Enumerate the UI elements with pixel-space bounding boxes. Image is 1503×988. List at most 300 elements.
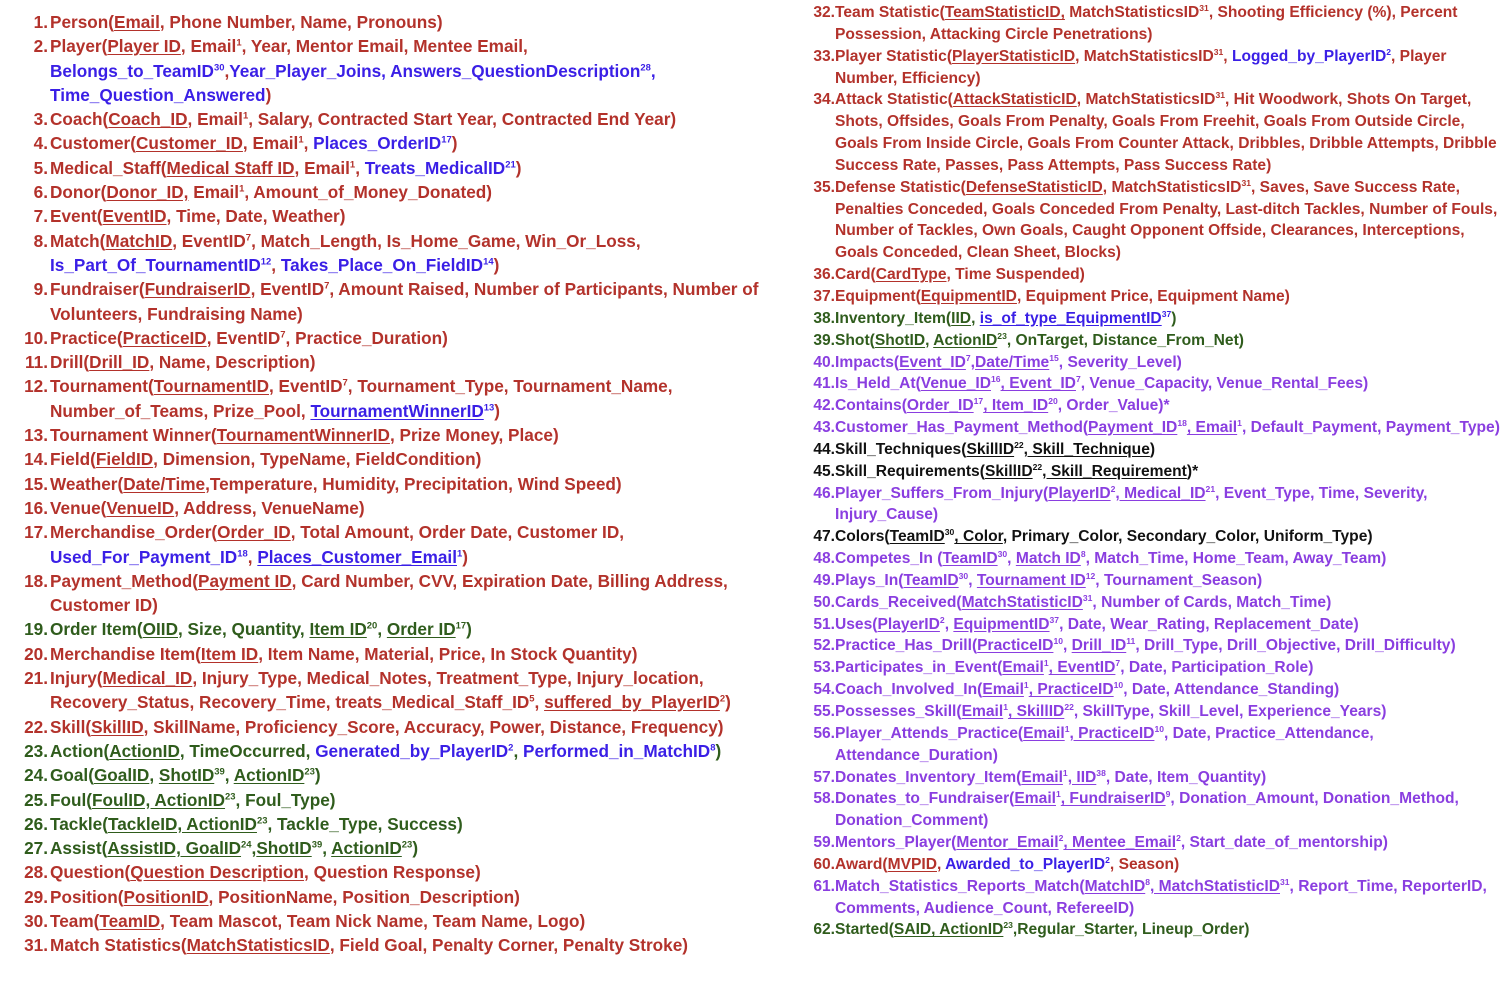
attribute-text: Customer_Has_Payment_Method( <box>835 419 1089 437</box>
footnote-ref: 2 <box>1110 483 1116 494</box>
footnote-ref: 8 <box>710 742 716 754</box>
footnote-ref: 10 <box>1053 636 1063 647</box>
attribute-text: Equipment( <box>835 287 921 305</box>
schema-entry <box>20 642 790 666</box>
entry-number: 13. <box>24 425 48 446</box>
key-attribute: Order ID <box>386 619 456 640</box>
attribute-text: , Prize Money, Place) <box>389 425 559 446</box>
attribute-text: Inventory_Item( <box>835 309 952 327</box>
schema-entry <box>808 876 1500 920</box>
schema-entry <box>20 860 790 884</box>
attribute-text: Position( <box>50 886 124 907</box>
entry-text <box>835 788 1500 832</box>
key-attribute: , SkillID <box>1007 703 1065 720</box>
entry-number: 43. <box>813 419 835 437</box>
schema-entry <box>808 679 1500 701</box>
key-attribute: EquipmentID <box>953 615 1050 633</box>
schema-entry <box>808 854 1500 876</box>
key-attribute: Mentor_Email <box>956 834 1059 852</box>
attribute-text: , MatchStatisticsID <box>1102 178 1242 196</box>
attribute-text: , <box>971 309 980 327</box>
schema-entry <box>808 767 1500 789</box>
attribute-text: Player_Attends_Practice( <box>835 724 1024 742</box>
entry-number: 29. <box>24 886 48 907</box>
entry-number: 31. <box>24 935 48 956</box>
attribute-text: ) <box>466 619 472 640</box>
entry-text <box>50 423 790 447</box>
footnote-ref: 31 <box>1213 46 1224 57</box>
key-attribute: ActionID <box>331 838 402 859</box>
attribute-text: Merchandise_Order( <box>50 522 218 543</box>
key-attribute: AssistID, GoalID <box>107 838 242 859</box>
key-attribute: FundraiserID <box>144 279 251 300</box>
key-attribute: Order_ID <box>217 522 291 543</box>
key-attribute: Question Description <box>130 862 305 883</box>
footnote-ref: 31 <box>1215 90 1225 101</box>
attribute-text: Tournament( <box>50 376 154 397</box>
attribute-text: Defense Statistic( <box>835 178 966 196</box>
attribute-text: , Tournament_Season) <box>1095 571 1263 589</box>
entry-number: 37. <box>813 287 835 305</box>
schema-entry <box>808 635 1500 657</box>
key-attribute: Email <box>1021 768 1063 786</box>
footnote-ref: 2 <box>1105 854 1110 865</box>
schema-entry <box>20 350 790 374</box>
entry-number: 28. <box>24 862 48 883</box>
entry-number: 46. <box>813 484 835 502</box>
footnote-ref: 1 <box>349 159 356 171</box>
footnote-ref: 38 <box>1096 767 1106 778</box>
entry-text <box>50 763 790 787</box>
attribute-text: , Match_Time, Home_Team, Away_Team) <box>1085 550 1387 568</box>
key-attribute: Date/Time <box>123 473 206 494</box>
attribute-text: , EventID <box>268 376 343 397</box>
attribute-text: , Injury_Type, Medical_Notes, Treatment_Type, Injury_location, Recovery_Status, Recovery_Time, treats_Medical_Staff_ID <box>50 668 704 713</box>
attribute-text: Award( <box>835 855 888 873</box>
attribute-text: , <box>303 133 314 154</box>
key-attribute: , PracticeID <box>1069 724 1155 742</box>
attribute-text: Possesses_Skill( <box>835 703 962 720</box>
attribute-text: Skill( <box>50 716 92 737</box>
footnote-ref: 1 <box>1237 417 1242 428</box>
attribute-text: Tournament Winner( <box>50 425 217 446</box>
attribute-text: , MatchStatisticsID <box>1075 47 1214 65</box>
footnote-ref: 28 <box>640 61 651 73</box>
entry-text <box>835 417 1500 439</box>
entry-number: 1. <box>33 12 48 32</box>
key-attribute: , PracticeID <box>1028 681 1114 699</box>
footnote-ref: 2 <box>1386 46 1392 57</box>
footnote-ref: 20 <box>1048 396 1058 406</box>
attribute-text: Goal( <box>50 765 94 786</box>
entry-number: 62. <box>813 921 835 939</box>
entry-number: 56. <box>813 724 835 742</box>
schema-entry <box>20 788 790 812</box>
attribute-text: Colors( <box>835 528 890 546</box>
attribute-text: , Severity_Level) <box>1058 353 1182 371</box>
attribute-text: , <box>936 855 946 873</box>
attribute-text: Started( <box>835 921 894 939</box>
attribute-text: Player_Suffers_From_Injury( <box>835 484 1049 502</box>
entry-text <box>835 395 1500 417</box>
entry-number: 4. <box>33 133 48 154</box>
schema-entry <box>808 417 1500 439</box>
key-attribute: Email <box>982 681 1024 699</box>
attribute-text: Match_Statistics_Reports_Match( <box>835 877 1085 895</box>
entry-number: 39. <box>813 331 835 349</box>
attribute-text: Match( <box>50 230 106 251</box>
entry-number: 42. <box>813 397 835 415</box>
schema-entry <box>808 570 1500 592</box>
entry-number: 22. <box>24 716 48 737</box>
attribute-text: Uses( <box>835 615 878 633</box>
key-attribute: EventID <box>102 206 167 227</box>
key-attribute: Payment ID <box>198 570 292 591</box>
entry-number: 60. <box>813 855 835 873</box>
schema-entry <box>20 885 790 909</box>
attribute-text: Takes_Place_On_FieldID <box>280 254 484 275</box>
entry-text <box>835 701 1500 723</box>
key-attribute: PlayerID <box>1048 484 1111 502</box>
attribute-text: , Date, Participation_Role) <box>1120 659 1314 677</box>
entry-number: 32. <box>813 4 835 21</box>
attribute-text: ) <box>462 546 468 567</box>
entry-number: 40. <box>813 353 835 371</box>
entry-number: 38. <box>813 309 835 327</box>
schema-entry <box>20 277 790 326</box>
key-attribute: Match ID <box>1015 550 1081 568</box>
key-attribute: ActionID <box>109 740 180 761</box>
key-attribute: Medical_ID <box>102 668 193 689</box>
attribute-text: , Hit Woodwork, Shots On Target, Shots, Offsides, Goals From Penalty, Goals From Freehit, Goals From Outside Circle, Goals From Inside Circle, Goals From Counter Attack, Dribbles, Dribble Attempts, Dribble Success Rate, Passes, Pass Attempts, Pass Success Rate) <box>835 91 1497 174</box>
entry-text <box>50 277 790 326</box>
attribute-text: , Date, Item_Quantity) <box>1105 768 1267 786</box>
attribute-text: ) <box>515 157 522 178</box>
key-attribute: ,Date/Time <box>970 353 1050 371</box>
entry-number: 7. <box>33 206 48 227</box>
attribute-text: Logged_by_PlayerID <box>1231 47 1387 65</box>
entry-number: 21. <box>24 668 48 689</box>
attribute-text: , Order_Value)* <box>1057 397 1170 415</box>
footnote-ref: 1 <box>1043 658 1049 669</box>
key-attribute: , FundraiserID <box>1060 790 1166 808</box>
attribute-text: Practice_Has_Drill( <box>835 637 978 655</box>
schema-entry <box>20 374 790 423</box>
schema-entry <box>808 461 1500 483</box>
entry-number: 58. <box>813 790 835 808</box>
entry-number: 9. <box>33 279 48 300</box>
entry-text <box>50 10 790 34</box>
attribute-text: ) <box>265 84 272 105</box>
attribute-text: , Drill_Type, Drill_Objective, Drill_Difficulty) <box>1135 637 1456 655</box>
key-attribute: VenueID <box>106 497 175 518</box>
schema-entry <box>808 330 1500 352</box>
attribute-text: , Total Amount, Order Date, Customer ID, <box>290 522 625 543</box>
footnote-ref: 1 <box>298 134 304 146</box>
attribute-text: , Event_Type, Time, Severity, Injury_Cause) <box>835 484 1428 524</box>
key-attribute: Payment_ID <box>1088 419 1178 437</box>
attribute-text: , Team Mascot, Team Nick Name, Team Name, Logo) <box>160 910 586 931</box>
attribute-text: , Date, Practice_Attendance, Attendance_Duration) <box>835 724 1374 764</box>
entry-number: 11. <box>25 352 48 373</box>
attribute-text: Action( <box>50 740 110 761</box>
footnote-ref: 30 <box>213 61 225 73</box>
attribute-text: , Tournament_Type, Tournament_Name, Number_of_Teams, Prize_Pool, <box>50 376 673 421</box>
key-attribute: PlayerID <box>877 615 940 633</box>
key-attribute: Email <box>1023 724 1065 742</box>
schema-entry <box>20 496 790 520</box>
key-attribute: Event_ID <box>899 353 966 371</box>
footnote-ref: 24 <box>241 839 252 851</box>
attribute-text: ) <box>493 254 500 275</box>
attribute-text: Assist( <box>50 838 108 859</box>
attribute-text: , Time, Date, Weather) <box>166 206 346 227</box>
entry-number: 61. <box>813 877 835 895</box>
attribute-text: , <box>322 838 332 859</box>
attribute-text: , Foul_Type) <box>235 789 336 810</box>
footnote-ref: 23 <box>304 766 315 778</box>
entry-number: 53. <box>813 659 835 677</box>
entry-number: 25. <box>24 789 48 810</box>
attribute-text: Tackle( <box>50 813 108 834</box>
key-attribute: ShotID <box>158 765 215 786</box>
attribute-text: , Email <box>180 36 237 57</box>
key-attribute: is_of_type_EquipmentID <box>979 309 1162 327</box>
attribute-text: Person( <box>50 12 114 32</box>
entry-text <box>835 177 1500 264</box>
key-attribute: Places_Customer_Email <box>257 546 457 567</box>
footnote-ref: 16 <box>991 374 1001 385</box>
entry-number: 59. <box>813 834 835 852</box>
entry-text <box>835 526 1500 548</box>
schema-entry <box>20 229 790 278</box>
key-attribute: Item ID <box>200 643 259 664</box>
attribute-text: , <box>224 765 234 786</box>
schema-entry <box>808 177 1500 264</box>
entry-number: 36. <box>813 266 835 284</box>
footnote-ref: 30 <box>944 527 955 538</box>
footnote-ref: 12 <box>260 256 272 268</box>
attribute-text: ) <box>451 133 458 154</box>
attribute-text: , TimeOccurred, <box>179 740 316 761</box>
entry-text <box>50 472 790 496</box>
footnote-ref: 12 <box>1085 570 1096 581</box>
schema-entry <box>20 715 790 739</box>
key-attribute: TeamStatisticID, <box>944 4 1065 21</box>
key-attribute: TournamentWinnerID <box>310 400 484 421</box>
footnote-ref: 39 <box>311 839 323 851</box>
key-attribute: TeamID <box>99 910 161 931</box>
entry-number: 10. <box>24 327 48 348</box>
attribute-text: ) <box>725 692 731 713</box>
schema-entry <box>20 447 790 471</box>
key-attribute: TeamID <box>903 571 959 589</box>
key-attribute: , Medical_ID <box>1115 484 1206 502</box>
key-attribute: Order_ID <box>906 397 974 415</box>
footnote-ref: 21 <box>505 159 516 171</box>
schema-entry <box>808 832 1500 854</box>
attribute-text: Match Statistics( <box>50 935 187 956</box>
entry-number: 41. <box>813 375 835 393</box>
attribute-text: , Email <box>242 133 299 154</box>
footnote-ref: 17 <box>455 620 467 632</box>
entry-number: 19. <box>24 619 48 640</box>
entry-number: 16. <box>24 497 48 518</box>
attribute-text: Places_OrderID <box>313 133 442 154</box>
key-attribute: , Color <box>954 528 1003 546</box>
key-attribute: MVPID <box>887 855 937 873</box>
key-attribute: , EventID <box>1048 659 1116 677</box>
key-attribute: ActionID <box>933 331 998 349</box>
schema-entry <box>808 439 1500 461</box>
schema-entry <box>808 373 1500 395</box>
schema-entry <box>20 520 790 569</box>
schema-entry <box>808 723 1500 767</box>
attribute-text: , EventID <box>206 327 281 348</box>
entry-number: 52. <box>813 637 835 655</box>
entry-number: 2. <box>33 36 48 57</box>
key-attribute: PracticeID <box>977 637 1054 655</box>
entry-text <box>835 592 1500 614</box>
entry-text <box>50 715 790 739</box>
entry-number: 17. <box>24 522 48 543</box>
entry-text <box>50 909 790 933</box>
footnote-ref: 1 <box>1055 789 1061 800</box>
attribute-text: Question( <box>50 862 131 883</box>
attribute-text: , <box>944 615 954 633</box>
attribute-text: , <box>534 692 545 713</box>
schema-entry <box>20 326 790 350</box>
footnote-ref: 2 <box>1176 832 1181 843</box>
key-attribute: Tournament ID <box>976 571 1086 589</box>
attribute-text: Merchandise Item( <box>50 643 201 664</box>
entry-text <box>50 666 790 715</box>
entry-text <box>50 350 790 374</box>
attribute-text: Drill( <box>50 352 90 373</box>
schema-entry <box>20 909 790 933</box>
entry-text <box>50 642 790 666</box>
attribute-text: Practice( <box>50 327 123 348</box>
key-attribute: Donor_ID, <box>106 182 189 203</box>
entry-text <box>50 180 790 204</box>
key-attribute: FieldID <box>95 449 154 470</box>
key-attribute: Player ID <box>107 36 181 57</box>
footnote-ref: 22 <box>1014 439 1024 450</box>
attribute-text: MatchStatisticsID <box>1064 4 1200 21</box>
schema-entry <box>20 423 790 447</box>
attribute-text: , Salary, Contracted Start Year, Contracted End Year) <box>248 109 677 130</box>
attribute-text: , Primary_Color, Secondary_Color, Uniform_Type) <box>1002 528 1373 546</box>
entry-text <box>835 723 1500 767</box>
attribute-text: , <box>925 331 934 349</box>
key-attribute: SkillID <box>91 716 144 737</box>
entry-text <box>835 876 1500 920</box>
footnote-ref: 30 <box>958 570 969 581</box>
key-attribute: suffered_by_PlayerID <box>544 692 720 713</box>
entry-text <box>835 2 1500 46</box>
schema-list-left <box>20 10 790 958</box>
entry-number: 6. <box>33 182 48 203</box>
footnote-ref: 13 <box>483 402 495 414</box>
schema-entry <box>20 666 790 715</box>
entry-text <box>835 854 1500 876</box>
key-attribute: DefenseStatisticID <box>965 178 1103 196</box>
footnote-ref: 2 <box>939 614 945 625</box>
footnote-ref: 1 <box>1062 767 1068 778</box>
attribute-text: Coach_Involved_In( <box>835 681 983 699</box>
entry-number: 49. <box>813 571 835 589</box>
attribute-text: Attack Statistic( <box>835 91 953 109</box>
footnote-ref: 31 <box>1241 177 1251 188</box>
attribute-text: , <box>968 571 977 589</box>
key-attribute: Item ID <box>309 619 367 640</box>
attribute-text: , Dimension, TypeName, FieldCondition) <box>153 449 482 470</box>
footnote-ref: 17 <box>441 134 452 146</box>
entry-number: 3. <box>33 109 48 130</box>
footnote-ref: 37 <box>1049 614 1060 625</box>
attribute-text: , Amount_of_Money_Donated) <box>244 182 492 203</box>
schema-entry <box>20 763 790 787</box>
footnote-ref: 22 <box>1032 461 1043 472</box>
attribute-text: Participates_in_Event( <box>835 659 1003 677</box>
schema-entry <box>20 180 790 204</box>
footnote-ref: 31 <box>1199 2 1209 13</box>
key-attribute: OIID <box>142 619 178 640</box>
attribute-text: , Size, Quantity, <box>178 619 310 640</box>
attribute-text: , Practice_Duration) <box>285 327 448 348</box>
key-attribute: Medical Staff ID <box>166 157 295 178</box>
footnote-ref: 39 <box>214 766 225 778</box>
entry-text <box>835 46 1500 90</box>
attribute-text: , SkillType, Skill_Level, Experience_Years) <box>1073 703 1387 720</box>
footnote-ref: 8 <box>1145 876 1151 887</box>
footnote-ref: 23 <box>225 790 236 802</box>
footnote-ref: 7 <box>1115 658 1121 669</box>
key-attribute: Coach_ID <box>108 109 188 130</box>
attribute-text: , <box>149 765 159 786</box>
schema-entry <box>808 395 1500 417</box>
entry-text <box>835 767 1500 789</box>
attribute-text: Event( <box>50 206 103 227</box>
attribute-text: , Tackle_Type, Success) <box>267 813 463 834</box>
schema-entry <box>808 526 1500 548</box>
footnote-ref: 9 <box>1165 789 1171 800</box>
key-attribute: , Item_ID <box>983 397 1049 415</box>
attribute-text: , <box>650 60 656 81</box>
entry-number: 51. <box>813 615 835 633</box>
schema-entry <box>808 286 1500 308</box>
attribute-text: , Address, VenueName) <box>174 497 365 518</box>
attribute-text: , <box>247 546 258 567</box>
footnote-ref: 23 <box>256 815 268 827</box>
attribute-text: , Venue_Capacity, Venue_Rental_Fees) <box>1080 375 1369 393</box>
attribute-text: Performed_in_MatchID <box>523 740 711 761</box>
attribute-text: , Start_date_of_mentorship) <box>1180 834 1388 852</box>
attribute-text: Awarded_to_PlayerID <box>945 855 1106 873</box>
footnote-ref: 23 <box>1003 920 1013 931</box>
entry-number: 45. <box>813 462 835 480</box>
footnote-ref: 11 <box>1126 636 1136 647</box>
attribute-text: , <box>355 157 365 178</box>
footnote-ref: 30 <box>997 548 1008 559</box>
attribute-text: ) <box>1149 440 1156 458</box>
footnote-ref: 1 <box>1064 723 1070 734</box>
schema-entry <box>20 933 790 957</box>
key-attribute: ShotID <box>874 331 926 349</box>
key-attribute: Email <box>1014 790 1056 808</box>
entry-text <box>50 447 790 471</box>
attribute-text: ) <box>314 765 321 786</box>
